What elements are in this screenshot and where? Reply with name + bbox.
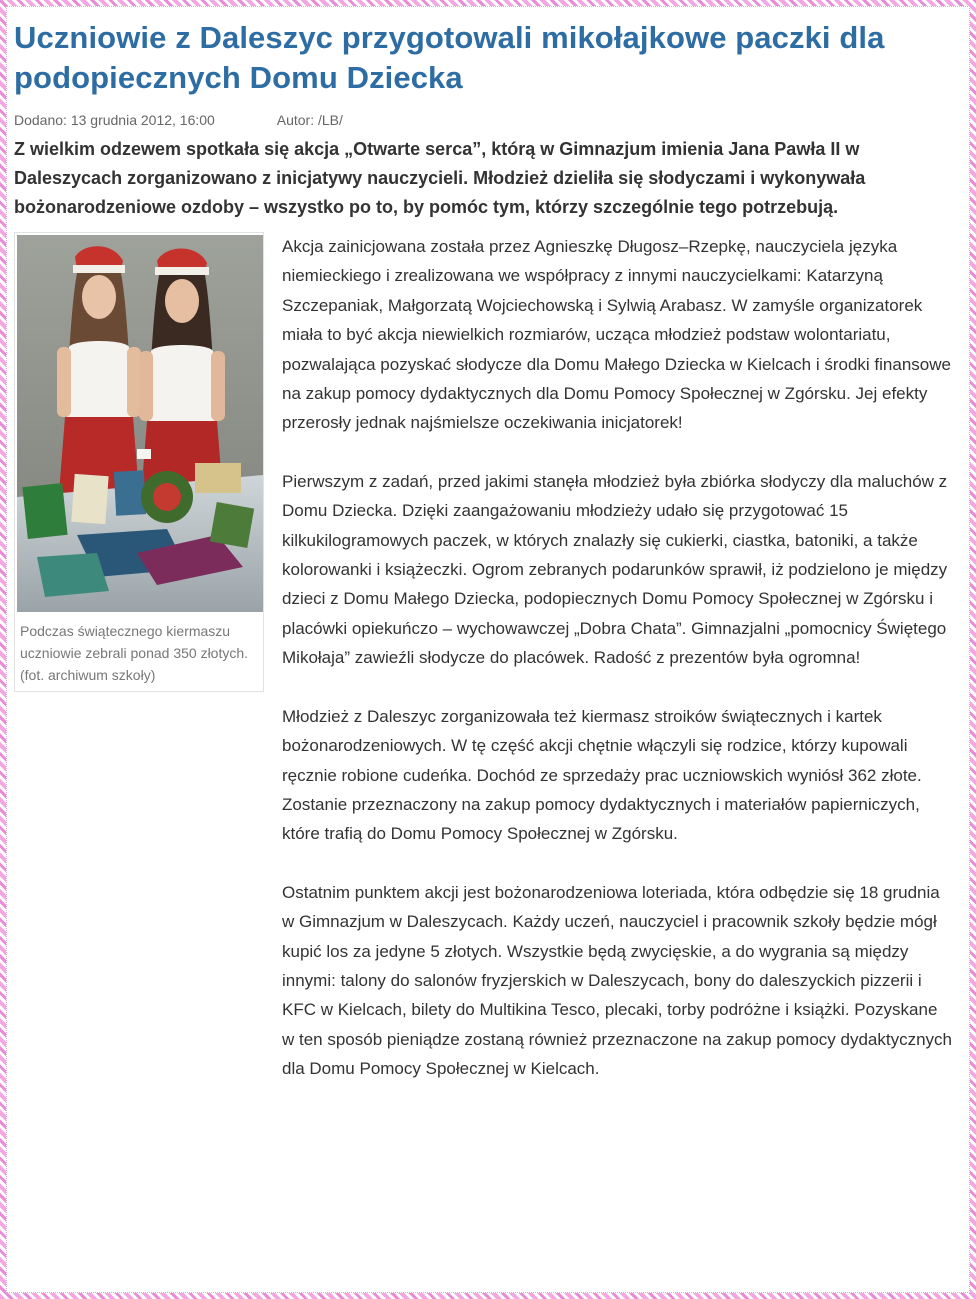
article-title: Uczniowie z Daleszyc przygotowali mikołajkowe paczki dla podopiecznych Domu Dziecka	[14, 20, 885, 95]
article-container	[14, 18, 954, 1232]
paragraph: Pierwszym z zadań, przed jakimi stanęła młodzież była zbiórka słodyczy dla maluchów z Domu Dziecka. Dzięki zaangażowaniu młodzieży udało się przygotować 15 kilkukilogramowych paczek, w których znalazły się cukierki, ciastka, batoniki, a także kolorowanki i książeczki. Ogrom zebranych podarunków sprawił, iż podzielono je między dzieci z Domu Małego Dziecka, podopiecznych Domu Pomocy Społecznej w Zgórsku i placówki opiekuńczo – wychowawczej „Dobra Chata”. Gimnazjalni „pomocnicy Świętego Mikołaja” zawieźli słodycze do placówek. Radość z prezentów była ogromna!	[282, 471, 948, 668]
paragraph: Akcja zainicjowana została przez Agnieszkę Długosz–Rzepkę, nauczyciela języka niemieckiego i zrealizowana we współpracy z innymi nauczycielkami: Katarzyną Szczepaniak, Małgorzatą Wojciechowską i Sylwią Arabasz. W zamyśle organizatorek miała to być akcja niewielkich rozmiarów, ucząca młodzież podstaw wolontariatu, pozwalająca pozyskać słodycze dla Domu Małego Dziecka w Kielcach i środki finansowe na zakup pomocy dydaktycznych dla Domu Pomocy Społecznej w Zgórsku. Jej efekty przerosły jednak najśmielsze oczekiwania inicjatorek!	[282, 237, 951, 433]
image-caption: Podczas świątecznego kiermaszu uczniowie zebrali ponad 350 złotych. (fot. archiwum szkoły)	[20, 623, 249, 683]
article-meta	[14, 112, 954, 132]
article-lead: Z wielkim odzewem spotkała się akcja „Otwarte serca”, którą w Gimnazjum imienia Jana Pawła II w Daleszycach zorganizowano z inicjatywy nauczycieli. Młodzież dzieliła się słodyczami i wykonywała bożonarodzeniowe ozdoby – wszystko po to, by pomóc tym, którzy szczególnie tego potrzebują.	[14, 139, 866, 217]
date-added: Dodano: 13 grudnia 2012, 16:00	[14, 112, 215, 128]
photo-two-girls-santa-hats	[17, 235, 263, 612]
article-body	[14, 232, 954, 1232]
paragraph: Młodzież z Daleszyc zorganizowała też kiermasz stroików świątecznych i kartek bożonarodzeniowych. W tę część akcji chętnie włączyli się rodzice, którzy kupowali ręcznie robione cudeńka. Dochód ze sprzedaży prac uczniowskich wyniósł 362 złote. Zostanie przeznaczony na zakup pomocy dydaktycznych i materiałów papierniczych, które trafią do Domu Pomocy Społecznej w Zgórsku.	[282, 706, 922, 844]
author: Autor: /LB/	[276, 112, 343, 128]
article-figure	[14, 232, 264, 692]
article-text	[282, 232, 954, 1113]
paragraph: Ostatnim punktem akcji jest bożonarodzeniowa loteriada, która odbędzie się 18 grudnia w Gimnazjum w Daleszycach. Każdy uczeń, nauczyciel i pracownik szkoły będzie mógł kupić los za jedyne 5 złotych. Wszystkie będą zwycięskie, a do wygrania są między innymi: talony do salonów fryzjerskich w Daleszycach, bony do daleszyckich pizzerii i KFC w Kielcach, bilety do Multikina Tesco, plecaki, torby podróżne i książki. Pozyskane w ten sposób pieniądze zostaną również przeznaczone na zakup pomocy dydaktycznych dla Domu Pomocy Społecznej w Kielcach.	[282, 882, 952, 1079]
